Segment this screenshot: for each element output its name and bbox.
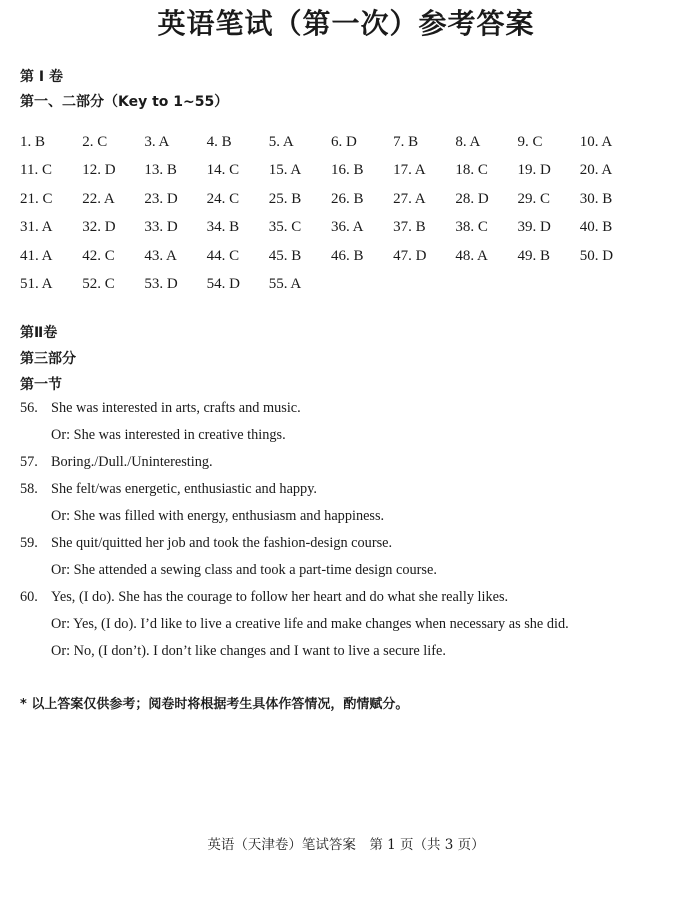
question-answer: She felt/was energetic, enthusiastic and happy.: [51, 481, 317, 497]
answer-cell: 21. C: [20, 190, 53, 207]
answer-cell: 44. C: [206, 247, 240, 264]
answer-cell: 49. B: [517, 247, 551, 264]
question-answer: She quit/quitted her job and took the fashion-design course.: [51, 535, 393, 551]
answer-row: [20, 157, 660, 186]
volume-2-heading: 第Ⅱ卷: [20, 325, 58, 341]
volume-1-heading: 第 I 卷: [20, 69, 63, 85]
parts-1-2-heading: 第一、二部分（Key to 1~55）: [20, 94, 229, 110]
answer-cell: 31. A: [20, 219, 53, 236]
answer-row: [20, 214, 660, 243]
answer-cell: 53. D: [144, 276, 178, 293]
answer-cell: 30. B: [579, 190, 613, 207]
question-59-alternative: Or: She attended a sewing class and took a part-time design course.: [51, 562, 437, 578]
answer-cell: 41. A: [20, 247, 53, 264]
answer-cell: 20. A: [579, 162, 613, 179]
question-number: 59.: [20, 535, 38, 551]
question-number: 60.: [20, 589, 38, 605]
answer-cell: 7. B: [393, 133, 419, 150]
answer-cell: 1. B: [20, 133, 46, 150]
question-58: [20, 481, 317, 498]
question-56: [20, 400, 301, 417]
answer-cell: 26. B: [330, 190, 364, 207]
answer-cell: 10. A: [579, 133, 613, 150]
answer-cell: 42. C: [82, 247, 115, 264]
answer-cell: 18. C: [455, 162, 488, 179]
answer-cell: 38. C: [455, 219, 488, 236]
answer-cell: 15. A: [268, 162, 302, 179]
answer-cell: 32. D: [82, 219, 116, 236]
answer-cell: 3. A: [144, 133, 170, 150]
grading-note: * 以上答案仅供参考；阅卷时将根据考生具体作答情况，酌情赋分。: [20, 697, 409, 712]
page-footer: 英语（天津卷）笔试答案 第 1 页（共 3 页）: [207, 837, 485, 853]
answer-cell: 5. A: [268, 133, 294, 150]
answer-cell: 33. D: [144, 219, 178, 236]
answer-cell: 2. C: [82, 133, 108, 150]
answer-cell: 9. C: [517, 133, 543, 150]
answer-cell: 50. D: [579, 247, 614, 264]
answer-cell: 13. B: [144, 162, 177, 179]
answer-cell: 37. B: [393, 219, 426, 236]
subsection-1-heading: 第一节: [20, 377, 62, 393]
answer-cell: 52. C: [82, 276, 115, 293]
answer-cell: 22. A: [82, 190, 115, 207]
answer-row: [20, 271, 660, 300]
answer-grid: [20, 128, 660, 299]
answer-cell: 23. D: [144, 190, 178, 207]
answer-cell: 45. B: [268, 247, 302, 264]
question-answer: Yes, (I do). She has the courage to follow her heart and do what she really likes.: [51, 589, 509, 605]
answer-cell: 55. A: [268, 276, 302, 293]
question-number: 58.: [20, 481, 38, 497]
question-56-alternative: Or: She was interested in creative things.: [51, 427, 286, 443]
answer-cell: 54. D: [206, 276, 240, 293]
answer-cell: 11. C: [20, 162, 52, 179]
answer-cell: 47. D: [393, 247, 427, 264]
question-57: [20, 454, 213, 471]
answer-cell: 43. A: [144, 247, 177, 264]
answer-cell: 4. B: [206, 133, 232, 150]
answer-cell: 12. D: [82, 162, 116, 179]
answer-cell: 16. B: [330, 162, 364, 179]
answer-row: [20, 128, 660, 157]
answer-cell: 27. A: [393, 190, 426, 207]
answer-cell: 25. B: [268, 190, 302, 207]
answer-cell: 28. D: [455, 190, 489, 207]
answer-row: [20, 185, 660, 214]
answer-cell: 14. C: [206, 162, 240, 179]
question-answer: Boring./Dull./Uninteresting.: [51, 454, 213, 470]
answer-cell: 51. A: [20, 276, 53, 293]
answer-cell: 19. D: [517, 162, 551, 179]
answer-cell: 17. A: [393, 162, 426, 179]
answer-cell: 24. C: [206, 190, 240, 207]
question-60: [20, 589, 508, 606]
answer-cell: 46. B: [330, 247, 364, 264]
question-60-alternative: Or: No, (I don’t). I don’t like changes and I want to live a secure life.: [51, 643, 446, 659]
answer-row: [20, 242, 660, 271]
answer-cell: 34. B: [206, 219, 240, 236]
page-title: 英语笔试（第一次）参考答案: [157, 7, 535, 40]
answer-cell: 48. A: [455, 247, 488, 264]
answer-cell: 40. B: [579, 219, 613, 236]
answer-cell: 29. C: [517, 190, 551, 207]
question-answer: She was interested in arts, crafts and music.: [51, 400, 301, 416]
answer-cell: 6. D: [330, 133, 357, 150]
question-number: 56.: [20, 400, 38, 416]
question-59: [20, 535, 392, 552]
answer-cell: 35. C: [268, 219, 302, 236]
answer-cell: 8. A: [455, 133, 481, 150]
question-60-alternative: Or: Yes, (I do). I’d like to live a creative life and make changes when necessary as she did.: [51, 616, 569, 632]
question-58-alternative: Or: She was filled with energy, enthusiasm and happiness.: [51, 508, 385, 524]
part-3-heading: 第三部分: [20, 351, 76, 367]
question-number: 57.: [20, 454, 38, 470]
answer-cell: 36. A: [330, 219, 364, 236]
answer-cell: 39. D: [517, 219, 551, 236]
